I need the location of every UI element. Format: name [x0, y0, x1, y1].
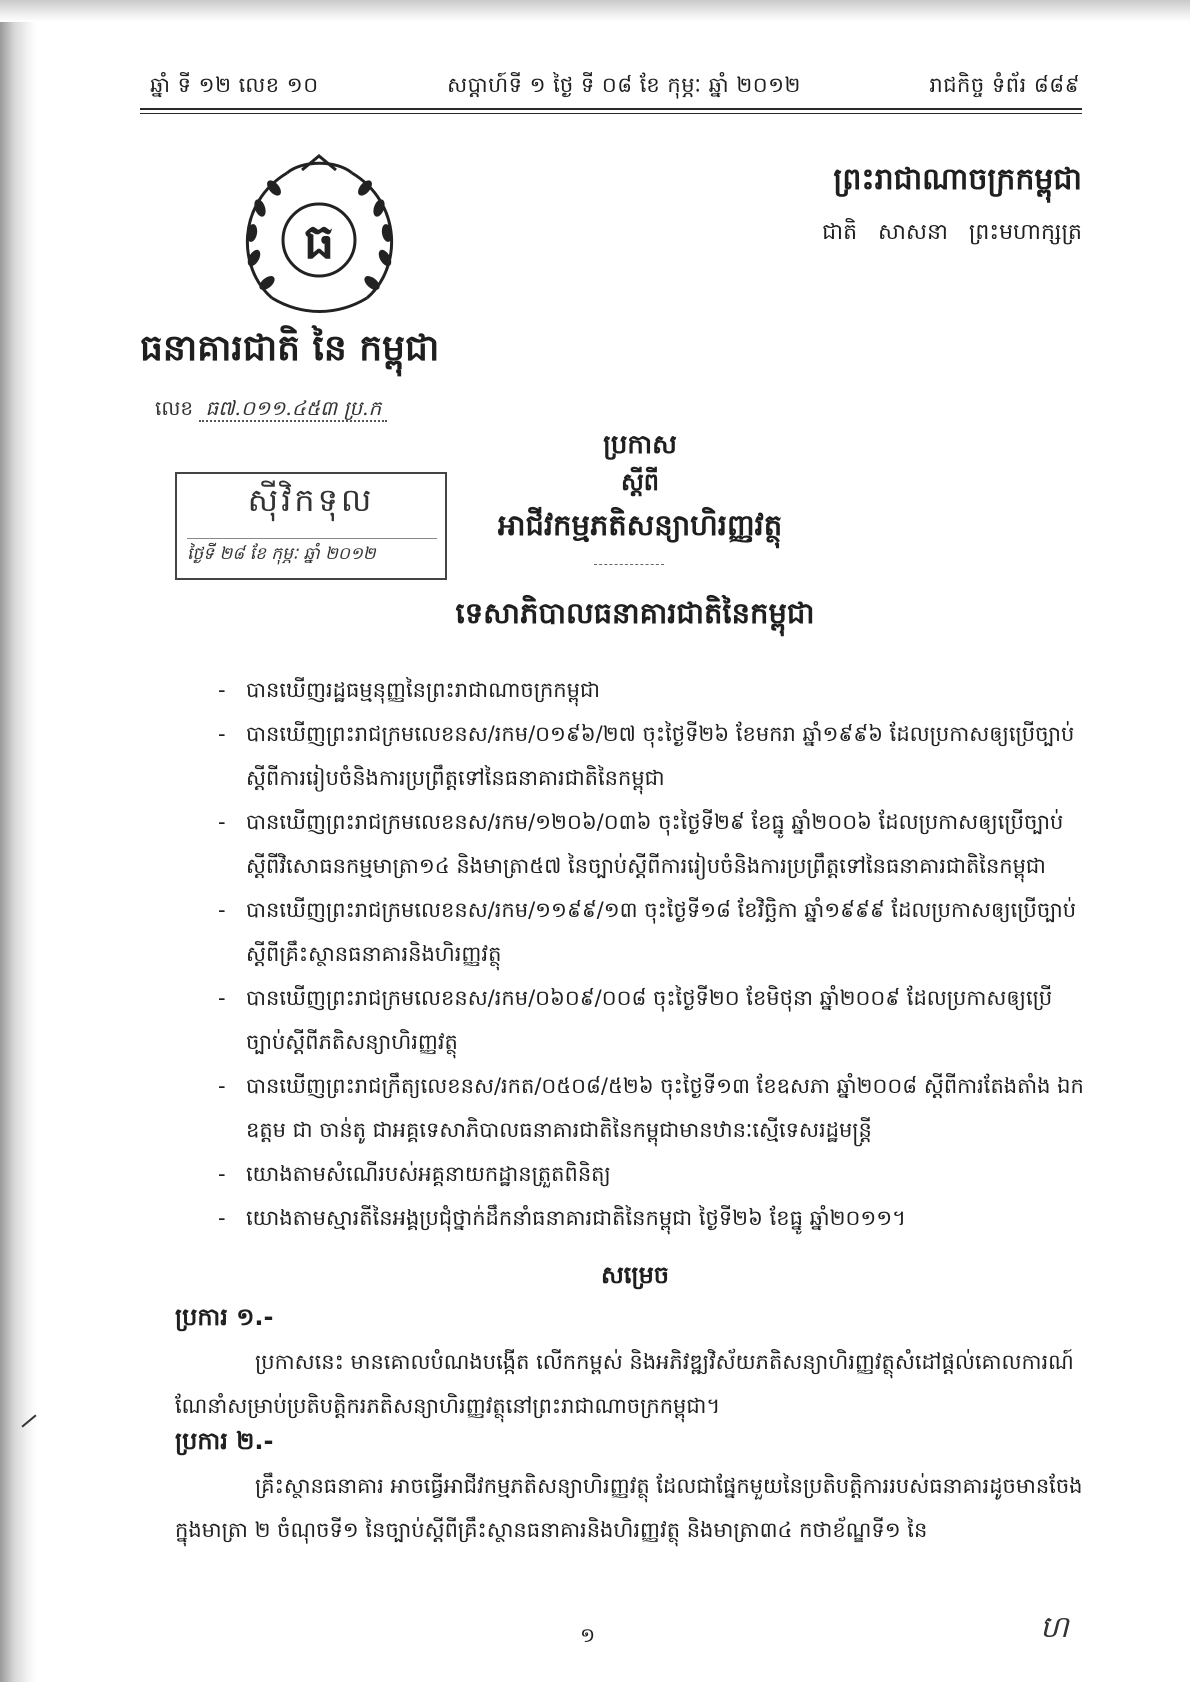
governor-heading: ទេសាភិបាលធនាគារជាតិនៃកម្ពុជា: [455, 596, 815, 630]
national-bank-emblem-icon: [232, 148, 407, 318]
decision-heading: សម្រេច: [600, 1261, 670, 1289]
document-on: ស្តីពី: [620, 468, 660, 496]
gazette-issue: ឆ្នាំ ទី ១២ លេខ ១០: [150, 73, 319, 97]
header-rule: [140, 108, 1082, 110]
kingdom-heading: [822, 160, 1082, 250]
preamble-item: - បានឃើញព្រះរាជក្រមលេខនស/រកម/០៦០៩/០០៨ ចុះថ្ងៃទី២០ ខែមិថុនា ឆ្នាំ២០០៩ ដែលប្រកាសឲ្យប្រើច្បាប់ស្តីពីភតិសន្យាហិរញ្ញវត្ថុ: [218, 976, 1088, 1064]
document-subject: អាជីវកម្មភតិសន្យាហិរញ្ញវត្ថុ: [497, 508, 783, 542]
preamble-item: - យោងតាមស្មារតីនៃអង្គប្រជុំថ្នាក់ដឹកនាំធនាគារជាតិនៃកម្ពុជា ថ្ងៃទី២៦ ខែធ្នូ ឆ្នាំ២០១១។: [218, 1196, 1088, 1240]
preamble-item: - បានឃើញព្រះរាជក្រមលេខនស/រកម/១២០៦/០៣៦ ចុះថ្ងៃទី២៩ ខែធ្នូ ឆ្នាំ២០០៦ ដែលប្រកាសឲ្យប្រើច្បាប់ស្តីពីវិសោធនកម្មមាត្រា១៤ និងមាត្រា៥៧ នៃច្បាប់ស្តីពីការរៀបចំនិងការប្រព្រឹត្តទៅនៃធនាគារជាតិនៃកម្ពុជា: [218, 800, 1088, 888]
title-separator: [594, 564, 664, 565]
kingdom-motto: ជាតិ សាសនា ព្រះមហាក្សត្រ: [822, 220, 1082, 245]
preamble-item: - បានឃើញរដ្ឋធម្មនុញ្ញនៃព្រះរាជាណាចក្រកម្ពុជា: [218, 668, 1088, 712]
header-rule-thin: [140, 113, 1082, 114]
page-number: ១: [580, 1623, 596, 1647]
gazette-page: រាជកិច្ច ទំព័រ ៨៨៩: [929, 73, 1080, 97]
scan-shadow-left: [0, 0, 36, 1682]
document-kind: ប្រកាស: [603, 430, 677, 460]
article-2-text: គ្រឹះស្ថានធនាគារ អាចធ្វើអាជីវកម្មភតិសន្យាហិរញ្ញវត្ថុ ដែលជាផ្នែកមួយនៃប្រតិបត្តិការរបស់ធនាគារដូចមានចែងក្នុងមាត្រា ២ ចំណុចទី១ នៃច្បាប់ស្តីពីគ្រឹះស្ថានធនាគារនិងហិរញ្ញវត្ថុ និងមាត្រា៣៤ កថាខ័ណ្ឌទី១ នៃ: [175, 1474, 1083, 1542]
handwritten-initials: ហ: [1040, 1610, 1069, 1645]
stamp-title: ស៊ីវិកទុល: [247, 481, 375, 519]
gazette-header: [150, 72, 1080, 103]
gazette-date: សប្តាហ៍ទី ១ ថ្ងៃ ទី ០៨ ខែ កុម្ភៈ ឆ្នាំ ២០១២: [447, 73, 801, 97]
preamble-list: [218, 668, 1088, 1240]
preamble-item: - បានឃើញព្រះរាជក្រមលេខនស/រកម/០១៩៦/២៧ ចុះថ្ងៃទី២៦ ខែមករា ឆ្នាំ១៩៩៦ ដែលប្រកាសឲ្យប្រើច្បាប់ស្តីពីការរៀបចំនិងការប្រព្រឹត្តទៅនៃធនាគារជាតិនៃកម្ពុជា: [218, 712, 1088, 800]
stamp-date: ថ្ងៃទី ២៨ ខែ កុម្ភៈ ឆ្នាំ ២០១២: [187, 538, 437, 568]
preamble-item: - យោងតាមសំណើរបស់អគ្គនាយកដ្ឋានត្រួតពិនិត្យ: [218, 1152, 1088, 1196]
reference-number: [155, 395, 387, 425]
scan-shadow-top: [0, 0, 1190, 22]
kingdom-name: ព្រះរាជាណាចក្រកម្ពុជា: [833, 162, 1082, 197]
preamble-item: - បានឃើញព្រះរាជក្រមលេខនស/រកម/១១៩៩/១៣ ចុះថ្ងៃទី១៨ ខែវិច្ឆិកា ឆ្នាំ១៩៩៩ ដែលប្រកាសឲ្យប្រើច្បាប់ស្តីពីគ្រឹះស្ថានធនាគារនិងហិរញ្ញវត្ថុ: [218, 888, 1088, 976]
article-2-heading: ប្រការ ២.-: [175, 1427, 274, 1455]
svg-text:ធ: ធ: [303, 214, 335, 270]
article-1-text: ប្រកាសនេះ មានគោលបំណងបង្កើត លើកកម្ពស់ និងអភិវឌ្ឍវិស័យភតិសន្យាហិរញ្ញវត្ថុសំដៅផ្តល់គោលការណ៍ណែនាំសម្រាប់ប្រតិបត្តិករភតិសន្យាហិរញ្ញវត្ថុនៅព្រះរាជាណាចក្រកម្ពុជា។: [175, 1350, 1074, 1418]
reference-value: ធ៧.០១១.៤៥៣ ប្រ.ក: [199, 396, 387, 422]
issuer-name: ធនាគារជាតិ នៃ កម្ពុជា: [140, 327, 440, 369]
reference-prefix: លេខ: [155, 396, 194, 420]
article-1-heading: ប្រការ ១.-: [175, 1303, 274, 1331]
preamble-item: - បានឃើញព្រះរាជក្រឹត្យលេខនស/រកត/០៥០៨/៥២៦ ចុះថ្ងៃទី១៣ ខែឧសភា ឆ្នាំ២០០៨ ស្តីពីការតែងតាំង ឯកឧត្តម ជា ចាន់តូ ជាអគ្គទេសាភិបាលធនាគារជាតិនៃកម្ពុជាមានឋានៈស្មើទេសរដ្ឋមន្ត្រី: [218, 1064, 1088, 1152]
